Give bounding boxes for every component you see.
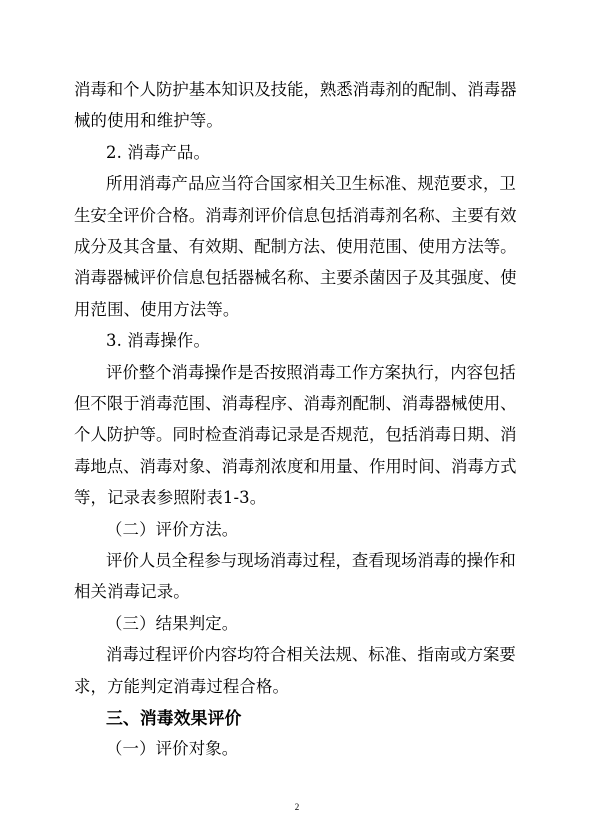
section-subheading: （三）结果判定。 bbox=[106, 614, 239, 633]
section-subheading: （一）评价对象。 bbox=[106, 739, 239, 758]
body-text-line: 所用消毒产品应当符合国家相关卫生标准、规范要求，卫 bbox=[106, 174, 516, 193]
body-text-line: 用范围、使用方法等。 bbox=[74, 300, 240, 319]
body-text-line: 评价整个消毒操作是否按照消毒工作方案执行，内容包括 bbox=[106, 363, 516, 382]
body-text-line: 消毒和个人防护基本知识及技能，熟悉消毒剂的配制、消毒器 bbox=[74, 80, 517, 99]
body-text-line: 生安全评价合格。消毒剂评价信息包括消毒剂名称、主要有效 bbox=[74, 206, 517, 225]
body-text-line: 毒地点、消毒对象、消毒剂浓度和用量、作用时间、消毒方式 bbox=[74, 457, 517, 476]
body-text-line: 相关消毒记录。 bbox=[74, 582, 190, 601]
body-text-line: 等，记录表参照附表1-3。 bbox=[74, 488, 267, 507]
section-heading: 三、消毒效果评价 bbox=[106, 708, 242, 728]
body-text-line: 评价人员全程参与现场消毒过程，查看现场消毒的操作和 bbox=[106, 551, 516, 570]
body-text-line: 械的使用和维护等。 bbox=[74, 111, 223, 130]
body-text-line: 消毒器械评价信息包括器械名称、主要杀菌因子及其强度、使 bbox=[74, 268, 517, 287]
section-subheading: 2. 消毒产品。 bbox=[106, 143, 211, 162]
section-subheading: 3. 消毒操作。 bbox=[106, 331, 211, 350]
section-subheading: （二）评价方法。 bbox=[106, 520, 239, 539]
page-number: 2 bbox=[294, 802, 300, 812]
body-text-line: 求，方能判定消毒过程合格。 bbox=[74, 677, 290, 696]
body-text-line: 成分及其含量、有效期、配制方法、使用范围、使用方法等。 bbox=[74, 237, 517, 256]
body-text-line: 个人防护等。同时检查消毒记录是否规范，包括消毒日期、消 bbox=[74, 425, 517, 444]
body-text-line: 但不限于消毒范围、消毒程序、消毒剂配制、消毒器械使用、 bbox=[74, 394, 517, 413]
body-text-line: 消毒过程评价内容均符合相关法规、标准、指南或方案要 bbox=[106, 645, 516, 664]
